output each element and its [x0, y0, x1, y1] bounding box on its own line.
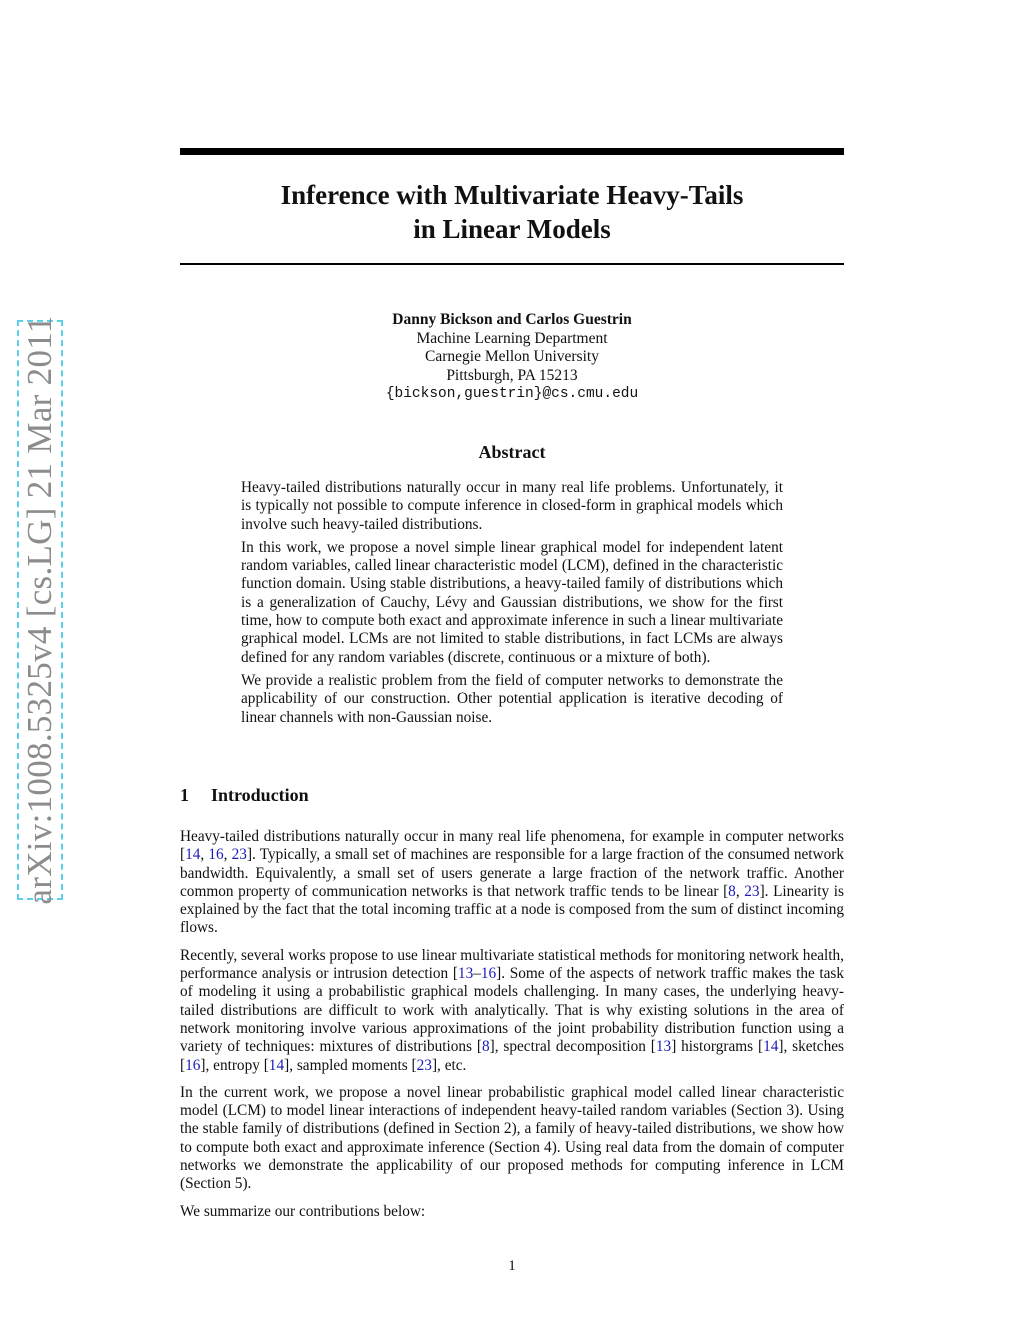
abstract-heading: Abstract	[478, 442, 546, 462]
page-number: 1	[508, 1258, 516, 1274]
text-run: Recently, several works propose to use linear multivariate statistical methods for monitoring network health, performance analysis or intrusion detection [	[180, 946, 844, 983]
author-email: {bickson,guestrin}@cs.cmu.edu	[385, 386, 639, 402]
citation-link[interactable]: 23	[231, 846, 247, 864]
author-university: Carnegie Mellon University	[425, 348, 599, 365]
paper-title	[180, 178, 844, 246]
text-run: ,	[200, 846, 209, 864]
text-run: Heavy-tailed distributions naturally occur in many real life phenomena, for example in computer networks [	[180, 828, 844, 864]
text-run: ]. Some of the aspects of network traffic makes the task of modeling it using a probabilistic graphical models challenging. In many cases, the underlying heavy-tailed distributions are difficult to work with analytically. That is why existing solutions in the area of network monitoring involve various approximations of the joint probability distribution function using a variety of techniques: mixtures of distributions [	[180, 965, 845, 1056]
intro-paragraph: In the current work, we propose a novel linear probabilistic graphical model called linear characteristic model (LCM) to model linear interactions of independent heavy-tailed random variables (Section 3). Using the stable family of distributions (defined in Section 2), a family of heavy-tailed distributions, we show how to compute both exact and approximate inference (Section 4). Using real data from the domain of computer networks we demonstrate the applicability of our proposed methods for computing inference in LCM (Section 5).	[180, 1083, 844, 1193]
citation-link[interactable]: 13	[655, 1038, 672, 1056]
text-run: ], entropy [	[200, 1056, 269, 1074]
author-address: Pittsburgh, PA 15213	[446, 366, 578, 384]
text-run: –	[473, 965, 481, 983]
title-top-rule	[180, 148, 844, 155]
abstract-paragraph: In this work, we propose a novel simple linear graphical model for independent latent random variables, called linear characteristic model (LCM), defined in the characteristic function domain. Using stable distributions, a heavy-tailed family of distributions which is a generalization of Cauchy, Lévy and Gaussian distributions, we show for the first time, how to compute both exact and approximate inference in such a linear multivariate graphical model. LCMs are not limited to stable distributions, in fact LCMs are always defined for any random variables (discrete, continuous or a mixture of both).	[241, 538, 783, 666]
intro-paragraph: We summarize our contributions below:	[180, 1202, 426, 1220]
title-line-1: Inference with Multivariate Heavy-Tails	[280, 180, 744, 210]
text-run: ,	[735, 882, 745, 900]
citation-link[interactable]: 13	[457, 965, 474, 983]
citation-link[interactable]: 8	[481, 1038, 490, 1056]
text-run: ]. Typically, a small set of machines are responsible for a large fraction of the consumed network bandwidth. Equivalently, a small set of users generate a large fraction of the network traffic. Another common property of communication networks is that network traffic tends to be linear [	[180, 846, 844, 900]
section-number: 1	[180, 785, 189, 805]
citation-link[interactable]: 16	[480, 965, 497, 983]
citation-link[interactable]: 23	[416, 1056, 432, 1074]
abstract-paragraph: Heavy-tailed distributions naturally occur in many real life problems. Unfortunately, it is typically not possible to compute inference in closed-form in graphical models which involve such heavy-tailed distributions.	[241, 479, 783, 533]
citation-link[interactable]: 23	[744, 882, 760, 900]
author-block	[180, 311, 844, 404]
text-run: ], sampled moments [	[284, 1056, 417, 1074]
title-line-2: in Linear Models	[413, 214, 611, 244]
text-run: ], sketches [	[180, 1038, 844, 1074]
text-run: ]. Linearity is explained by the fact that the total incoming traffic at a node is composed from the sum of distinct incoming flows.	[180, 882, 844, 937]
citation-link[interactable]: 14	[268, 1056, 285, 1074]
intro-paragraph	[180, 947, 844, 1075]
intro-paragraph	[180, 828, 844, 938]
arxiv-identifier: arXiv:1008.5325v4 [cs.LG] 21 Mar 2011	[20, 315, 59, 905]
text-run: ], spectral decomposition [	[489, 1038, 656, 1056]
citation-link[interactable]: 14	[185, 846, 201, 864]
title-bottom-rule	[180, 263, 844, 265]
introduction-body	[180, 828, 844, 1230]
text-run: ] historgrams [	[671, 1038, 764, 1056]
text-run: ], etc.	[431, 1056, 467, 1074]
author-names: Danny Bickson and Carlos Guestrin	[392, 311, 632, 328]
author-department: Machine Learning Department	[416, 329, 608, 347]
citation-link[interactable]: 16	[185, 1056, 201, 1074]
abstract-body	[241, 479, 783, 732]
section-title: Introduction	[211, 785, 309, 805]
text-run: ,	[223, 846, 232, 864]
citation-link[interactable]: 14	[763, 1038, 779, 1056]
section-heading	[180, 785, 309, 806]
citation-link[interactable]: 16	[208, 846, 224, 864]
abstract-paragraph: We provide a realistic problem from the field of computer networks to demonstrate the applicability of our construction. Other potential application is iterative decoding of linear channels with non-Gaussian noise.	[241, 671, 783, 726]
citation-link[interactable]: 8	[728, 882, 736, 900]
